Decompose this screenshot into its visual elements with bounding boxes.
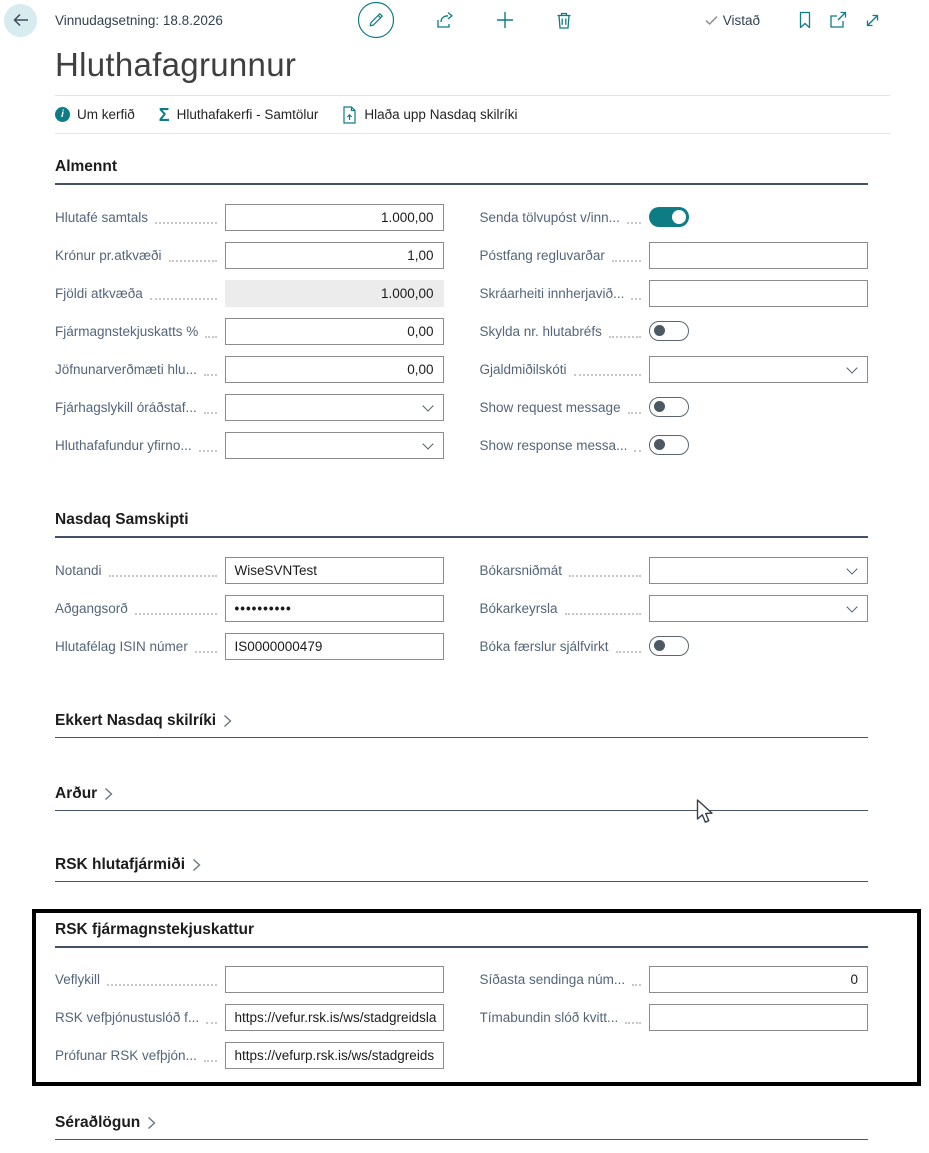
dotted-leader [628, 409, 641, 414]
section-header-almennt[interactable]: Almennt [55, 158, 868, 185]
field-row [55, 426, 444, 464]
chevron-right-icon [147, 1116, 156, 1130]
profunar-rsk-vefthjonusta-field[interactable]: https://vefurp.rsk.is/ws/stadgreids [225, 1042, 444, 1069]
field-label: Senda tölvupóst v/inn... [479, 209, 620, 225]
rsk-vefthjonustuslod-field[interactable]: https://vefur.rsk.is/ws/stadgreidsla [225, 1004, 444, 1031]
field-row [480, 551, 869, 589]
section-title: Arður [55, 785, 98, 802]
field-row [480, 350, 869, 388]
field-row [55, 236, 444, 274]
field-label: Skráarheiti innherjavið... [479, 285, 625, 301]
section-title: Séraðlögun [55, 1114, 141, 1131]
field-label: Hluthafafundur yfirno... [55, 437, 192, 453]
dotted-leader [634, 447, 641, 452]
field-label: Tímabundin slóð kvitt... [479, 1009, 619, 1025]
section-ekkert-nasdaq-skilriki[interactable] [55, 712, 868, 738]
field-label: Hlutafé samtals [55, 209, 149, 225]
boka-faerslur-toggle[interactable] [649, 636, 689, 656]
section-ardur[interactable] [55, 785, 868, 811]
field-row [55, 627, 444, 665]
dotted-leader [107, 981, 216, 986]
dotted-leader [206, 1019, 216, 1024]
field-row [480, 274, 869, 312]
section-nasdaq-samskipti [55, 511, 868, 665]
field-row [480, 589, 869, 627]
info-icon: i [55, 107, 70, 122]
field-row [55, 1036, 444, 1074]
chevron-right-icon [223, 714, 232, 728]
veflykill-field[interactable] [225, 966, 444, 993]
field-row [480, 312, 869, 350]
dotted-leader [565, 610, 641, 615]
field-label: Síðasta sendinga núm... [479, 971, 626, 987]
field-label: Krónur pr.atkvæði [55, 247, 162, 263]
field-label: Gjaldmiðilskóti [479, 361, 567, 377]
dotted-leader [632, 981, 641, 986]
field-label: Bókarkeyrsla [479, 600, 558, 616]
field-label: Bóka færslur sjálfvirkt [479, 638, 609, 654]
field-label: Notandi [55, 562, 102, 578]
field-label: Jöfnunarverðmæti hlu... [55, 361, 197, 377]
field-row [480, 426, 869, 464]
field-label: Aðgangsorð [55, 600, 128, 616]
hluthafafundur-dropdown[interactable] [225, 432, 444, 459]
upload-nasdaq-cert-action[interactable] [342, 106, 517, 124]
field-row [480, 236, 869, 274]
dotted-leader [609, 333, 641, 338]
field-row [480, 998, 869, 1036]
field-label: Veflykill [55, 971, 101, 987]
section-header-rsk[interactable]: RSK fjármagnstekjuskattur [55, 921, 868, 948]
field-row [55, 998, 444, 1036]
chevron-down-icon [422, 400, 433, 411]
open-new-window-button[interactable] [829, 11, 847, 29]
dotted-leader [569, 572, 641, 577]
gjaldmidilskoti-dropdown[interactable] [649, 356, 868, 383]
action-label: Um kerfið [77, 107, 135, 122]
postfang-regluvardar-field[interactable] [649, 242, 868, 269]
timabundin-slod-field[interactable] [649, 1004, 868, 1031]
toggle-knob [654, 439, 665, 450]
bookmark-button[interactable] [798, 11, 812, 29]
dotted-leader [204, 371, 217, 376]
action-label: Hluthafakerfi - Samtölur [176, 107, 319, 122]
section-title: Ekkert Nasdaq skilríki [55, 712, 217, 729]
dotted-leader [625, 1019, 641, 1024]
about-system-action[interactable] [55, 107, 135, 122]
field-row [55, 589, 444, 627]
plus-icon [495, 10, 515, 30]
dotted-leader [616, 648, 641, 653]
dotted-leader [169, 257, 217, 262]
work-date-label: Vinnudagsetning: 18.8.2026 [55, 12, 223, 28]
field-row [55, 350, 444, 388]
field-label: Fjármagnstekjuskatts % [55, 323, 199, 339]
section-almennt [55, 158, 868, 464]
fjoldi-atkvaeda-field: 1.000,00 [225, 280, 444, 307]
dotted-leader [109, 572, 217, 577]
skylda-nr-hlutabrefs-toggle[interactable] [649, 321, 689, 341]
dotted-leader [195, 648, 217, 653]
resize-diagonal-icon [864, 12, 881, 29]
saved-label: Vistað [722, 12, 760, 28]
share-button[interactable] [435, 11, 455, 30]
toggle-knob [654, 401, 665, 412]
shareholder-totals-action[interactable] [159, 106, 319, 124]
top-bar [0, 0, 929, 40]
toggle-knob [654, 325, 665, 336]
field-row [480, 388, 869, 426]
section-rsk-hlutafjarmidi[interactable] [55, 856, 868, 882]
show-request-message-toggle[interactable] [649, 397, 689, 417]
field-label: Prófunar RSK vefþjón... [55, 1047, 197, 1063]
field-row [480, 627, 869, 665]
dotted-leader [199, 447, 217, 452]
chevron-down-icon [422, 438, 433, 449]
dotted-leader [155, 219, 216, 224]
skraarheiti-field[interactable] [649, 280, 868, 307]
delete-button[interactable] [555, 11, 573, 30]
field-label: Hlutafélag ISIN númer [55, 638, 188, 654]
chevron-down-icon [846, 601, 857, 612]
chevron-right-icon [192, 858, 201, 872]
fjarhagslykill-dropdown[interactable] [225, 394, 444, 421]
chevron-down-icon [846, 362, 857, 373]
action-label: Hlaða upp Nasdaq skilríki [364, 107, 518, 122]
show-response-message-toggle[interactable] [649, 435, 689, 455]
field-row [55, 551, 444, 589]
field-label: Bókarsniðmát [479, 562, 563, 578]
expand-button[interactable] [864, 12, 881, 29]
fjarmagnstekjuskatts-field[interactable]: 0,00 [225, 318, 444, 345]
senda-tolvupost-toggle[interactable] [649, 207, 689, 227]
kronur-pr-atkvaedi-field[interactable]: 1,00 [225, 242, 444, 269]
hlutafe-samtals-field[interactable]: 1.000,00 [225, 204, 444, 231]
bokarkeyrsla-dropdown[interactable] [649, 595, 868, 622]
adgangsord-password-field[interactable]: •••••••••• [225, 595, 444, 622]
dotted-leader [150, 295, 217, 300]
dotted-leader [204, 409, 217, 414]
checkmark-icon [705, 15, 718, 26]
toggle-knob [672, 210, 686, 224]
edit-button[interactable] [357, 1, 395, 39]
jofnunarverdmaeti-field[interactable]: 0,00 [225, 356, 444, 383]
sidasta-sendinga-numer-field[interactable]: 0 [649, 966, 868, 993]
back-button[interactable] [4, 4, 37, 37]
field-label: RSK vefþjónustuslóð f... [55, 1009, 200, 1025]
chevron-down-icon [846, 563, 857, 574]
field-row [55, 198, 444, 236]
field-row [55, 312, 444, 350]
save-status [705, 13, 760, 28]
section-header-nasdaq[interactable]: Nasdaq Samskipti [55, 511, 868, 538]
pencil-icon [357, 1, 395, 39]
field-row [480, 960, 869, 998]
field-row [55, 274, 444, 312]
isin-numer-field[interactable]: IS0000000479 [225, 633, 444, 660]
page-title: Hluthafagrunnur [55, 46, 297, 83]
highlighted-section-rsk-fjarmagnstekjuskattur [32, 909, 921, 1086]
toggle-knob [654, 640, 665, 651]
field-row [480, 198, 869, 236]
dotted-leader [135, 610, 217, 615]
notandi-field[interactable]: WiseSVNTest [225, 557, 444, 584]
field-label: Fjárhagslykill óráðstaf... [55, 399, 197, 415]
field-label: Show request message [479, 399, 621, 415]
chevron-right-icon [104, 787, 113, 801]
section-title: RSK hlutafjármiði [55, 856, 186, 873]
back-arrow-icon [11, 10, 31, 30]
trash-icon [555, 11, 573, 30]
dotted-leader [627, 219, 641, 224]
share-icon [435, 11, 455, 30]
sigma-icon: Σ [158, 104, 170, 125]
dotted-leader [631, 295, 641, 300]
dotted-leader [205, 333, 216, 338]
action-bar [55, 95, 890, 134]
field-label: Show response messa... [479, 437, 628, 453]
field-row [55, 960, 444, 998]
upload-file-icon [342, 106, 357, 124]
field-label: Póstfang regluvarðar [479, 247, 605, 263]
new-button[interactable] [495, 10, 515, 30]
bokarsnidmat-dropdown[interactable] [649, 557, 868, 584]
bookmark-icon [798, 11, 812, 29]
open-in-new-window-icon [829, 11, 847, 29]
field-row [55, 388, 444, 426]
section-seradlogun[interactable] [55, 1114, 868, 1140]
dotted-leader [612, 257, 641, 262]
field-label: Skylda nr. hlutabréfs [479, 323, 602, 339]
field-label: Fjöldi atkvæða [55, 285, 143, 301]
dotted-leader [204, 1057, 217, 1062]
dotted-leader [574, 371, 641, 376]
